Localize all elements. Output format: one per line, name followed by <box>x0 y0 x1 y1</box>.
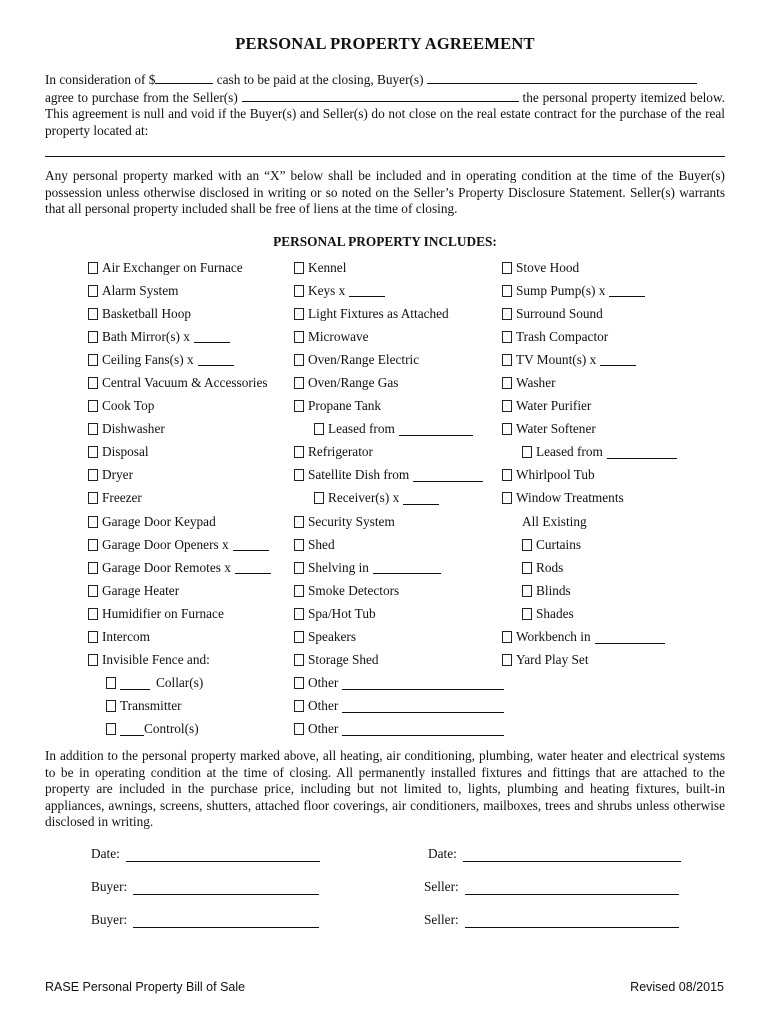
item-label: Garage Heater <box>102 582 180 598</box>
list-item <box>88 348 298 371</box>
text-field[interactable] <box>413 469 483 482</box>
list-item <box>294 302 504 325</box>
item-label: Water Purifier <box>516 398 592 414</box>
list-item <box>502 464 722 487</box>
buyer-label: Buyer: <box>91 912 128 927</box>
list-item <box>294 464 504 487</box>
checkbox[interactable] <box>314 423 324 435</box>
checkbox[interactable] <box>502 354 512 366</box>
item-label: Refrigerator <box>308 444 373 460</box>
seller-date-field[interactable] <box>463 849 681 862</box>
footer-form-name: RASE Personal Property Bill of Sale <box>45 980 246 994</box>
checkbox[interactable] <box>88 400 98 412</box>
footer-revision: Revised 08/2015 <box>630 980 724 994</box>
item-label: Cook Top <box>102 398 155 414</box>
item-label: Air Exchanger on Furnace <box>102 259 243 275</box>
seller-signature-field[interactable] <box>465 915 679 928</box>
list-item <box>502 579 722 602</box>
intro-text-2: cash to be paid at the closing, Buyer(s) <box>216 72 424 87</box>
checkbox[interactable] <box>294 608 304 620</box>
list-item <box>294 556 504 579</box>
checkbox[interactable] <box>294 285 304 297</box>
list-item <box>294 672 504 695</box>
checkbox[interactable] <box>294 377 304 389</box>
item-label: Storage Shed <box>308 652 379 668</box>
item-label: Other <box>308 675 339 691</box>
item-label: Garage Door Keypad <box>102 513 216 529</box>
checkbox[interactable] <box>502 631 512 643</box>
checkbox[interactable] <box>294 331 304 343</box>
item-label: Shades <box>536 605 574 621</box>
buyer-signature-field[interactable] <box>133 915 319 928</box>
date-label: Date: <box>91 846 120 861</box>
property-column-3 <box>502 256 722 672</box>
item-label: All Existing <box>522 513 587 529</box>
checkbox[interactable] <box>88 446 98 458</box>
item-label: Disposal <box>102 444 149 460</box>
checkbox[interactable] <box>294 677 304 689</box>
checkbox[interactable] <box>88 608 98 620</box>
item-label: Shelving in <box>308 559 369 575</box>
list-item <box>294 579 504 602</box>
seller-label: Seller: <box>424 912 459 927</box>
list-item <box>502 418 722 441</box>
date-label: Date: <box>428 846 457 861</box>
item-label: Speakers <box>308 629 356 645</box>
item-label: Curtains <box>536 536 582 552</box>
list-item <box>88 464 298 487</box>
item-label: Trash Compactor <box>516 328 609 344</box>
checkbox[interactable] <box>294 539 304 551</box>
list-item <box>502 325 722 348</box>
list-item <box>88 556 298 579</box>
buyer-signature-field[interactable] <box>133 882 319 895</box>
list-item <box>502 602 722 625</box>
item-label: Surround Sound <box>516 305 603 321</box>
item-label: Control(s) <box>144 721 199 737</box>
item-label: Collar(s) <box>156 675 204 691</box>
includes-heading: PERSONAL PROPERTY INCLUDES: <box>273 234 497 249</box>
item-label: Security System <box>308 513 395 529</box>
checkbox[interactable] <box>88 469 98 481</box>
item-label: Microwave <box>308 328 369 344</box>
checkbox[interactable] <box>88 539 98 551</box>
checkbox[interactable] <box>294 354 304 366</box>
checkbox[interactable] <box>88 262 98 274</box>
item-label: Leased from <box>536 444 603 460</box>
intro-text-1: In consideration of $ <box>45 72 156 87</box>
checkbox[interactable] <box>88 562 98 574</box>
quantity-field[interactable] <box>198 353 234 366</box>
list-item <box>294 718 504 741</box>
list-item <box>502 533 722 556</box>
checkbox[interactable] <box>294 308 304 320</box>
list-item <box>88 395 298 418</box>
list-item <box>294 441 504 464</box>
item-label: Intercom <box>102 629 150 645</box>
property-column-2 <box>294 256 504 741</box>
text-field[interactable] <box>373 561 441 574</box>
price-field[interactable] <box>155 71 213 84</box>
text-field[interactable] <box>595 631 665 644</box>
checkbox[interactable] <box>88 516 98 528</box>
list-item <box>88 325 298 348</box>
checkbox[interactable] <box>294 723 304 735</box>
seller-signature-row-2 <box>424 912 679 928</box>
quantity-field[interactable] <box>120 677 150 690</box>
buyer-signature-row-1 <box>91 879 319 895</box>
item-label: Water Softener <box>516 421 596 437</box>
quantity-field[interactable] <box>194 330 230 343</box>
checkbox[interactable] <box>88 585 98 597</box>
checkbox[interactable] <box>502 285 512 297</box>
seller-date-row <box>428 846 681 862</box>
intro-paragraph <box>45 71 725 139</box>
buyer-label: Buyer: <box>91 879 128 894</box>
item-label: Central Vacuum & Accessories <box>102 375 268 391</box>
seller-name-field[interactable] <box>242 89 519 102</box>
item-label: Stove Hood <box>516 259 580 275</box>
page-title: PERSONAL PROPERTY AGREEMENT <box>235 34 535 53</box>
checkbox[interactable] <box>502 469 512 481</box>
item-label: Other <box>308 721 339 737</box>
item-label: Whirlpool Tub <box>516 467 595 483</box>
list-item <box>502 556 722 579</box>
intro-text-3: agree to purchase from the Seller(s) <box>45 89 238 105</box>
list-item <box>502 395 722 418</box>
list-item <box>502 348 722 371</box>
item-label: Bath Mirror(s) x <box>102 328 190 344</box>
item-label: Receiver(s) x <box>328 490 400 506</box>
checkbox[interactable] <box>294 446 304 458</box>
intro-text-4: the personal property itemized below. This agreement is null and void if the Buyer(s) and Seller(s) do not close on the real estate contract for the purchase of the real property located at: <box>45 89 726 138</box>
item-label: Satellite Dish from <box>308 467 410 483</box>
item-label: Smoke Detectors <box>308 582 400 598</box>
item-label: Basketball Hoop <box>102 305 192 321</box>
list-item <box>294 487 504 510</box>
checkbox[interactable] <box>314 492 324 504</box>
checkbox[interactable] <box>294 262 304 274</box>
list-item <box>502 279 722 302</box>
checkbox[interactable] <box>522 539 532 551</box>
checkbox[interactable] <box>522 446 532 458</box>
quantity-field[interactable] <box>235 561 271 574</box>
checkbox[interactable] <box>294 516 304 528</box>
item-label: Shed <box>308 536 335 552</box>
item-label: Ceiling Fans(s) x <box>102 351 194 367</box>
list-item <box>294 626 504 649</box>
list-item <box>294 695 504 718</box>
list-item <box>88 533 298 556</box>
list-item <box>294 649 504 672</box>
other-field[interactable] <box>342 723 504 736</box>
item-label: Alarm System <box>102 282 179 298</box>
item-label: Freezer <box>102 490 142 506</box>
checkbox[interactable] <box>88 654 98 666</box>
item-label: Oven/Range Electric <box>308 351 420 367</box>
item-label: Leased from <box>328 421 395 437</box>
item-label: Transmitter <box>120 698 182 714</box>
checkbox[interactable] <box>88 492 98 504</box>
checkbox[interactable] <box>522 562 532 574</box>
checkbox[interactable] <box>294 400 304 412</box>
list-item <box>88 672 298 695</box>
checkbox[interactable] <box>502 308 512 320</box>
list-item <box>88 418 298 441</box>
checkbox[interactable] <box>502 654 512 666</box>
list-item <box>502 371 722 394</box>
list-item <box>502 441 722 464</box>
quantity-field[interactable] <box>609 284 645 297</box>
other-field[interactable] <box>342 677 504 690</box>
quantity-field[interactable] <box>233 538 269 551</box>
checkbox[interactable] <box>106 677 116 689</box>
checkbox[interactable] <box>88 354 98 366</box>
checkbox[interactable] <box>294 654 304 666</box>
checkbox[interactable] <box>106 723 116 735</box>
list-item <box>294 256 504 279</box>
buyer-date-field[interactable] <box>126 849 320 862</box>
quantity-field[interactable] <box>120 723 144 736</box>
list-item <box>502 649 722 672</box>
buyer-name-field[interactable] <box>427 71 697 84</box>
list-item <box>88 649 298 672</box>
item-label: Kennel <box>308 259 347 275</box>
checkbox[interactable] <box>502 400 512 412</box>
seller-signature-row-1 <box>424 879 679 895</box>
list-item <box>88 256 298 279</box>
property-column-1 <box>88 256 298 741</box>
item-label: Window Treatments <box>516 490 624 506</box>
checkbox[interactable] <box>294 562 304 574</box>
list-item <box>294 348 504 371</box>
item-label: Dryer <box>102 467 134 483</box>
item-label: Oven/Range Gas <box>308 375 399 391</box>
buyer-date-row <box>91 846 320 862</box>
checkbox[interactable] <box>502 492 512 504</box>
list-item <box>294 325 504 348</box>
conditions-paragraph: Any personal property marked with an “X” below shall be included and in operating condition at the time of the Buyer(s) possession unless otherwise disclosed in writing or so noted on the Seller’s Property Disclosure Statement. Seller(s) warrants that all personal property included shall be free of liens at the time of closing. <box>45 168 725 216</box>
item-label: TV Mount(s) x <box>516 351 597 367</box>
checkbox[interactable] <box>88 285 98 297</box>
quantity-field[interactable] <box>600 353 636 366</box>
list-item <box>88 371 298 394</box>
checkbox[interactable] <box>294 700 304 712</box>
list-item <box>88 718 298 741</box>
item-label: Dishwasher <box>102 421 165 437</box>
checkbox[interactable] <box>88 377 98 389</box>
list-item <box>294 279 504 302</box>
list-item <box>88 602 298 625</box>
checkbox[interactable] <box>294 469 304 481</box>
text-field[interactable] <box>607 446 677 459</box>
property-address-field[interactable] <box>45 156 725 157</box>
checkbox[interactable] <box>106 700 116 712</box>
item-label: Washer <box>516 375 556 391</box>
checkbox[interactable] <box>88 331 98 343</box>
item-label: Keys x <box>308 282 346 298</box>
item-label: Sump Pump(s) x <box>516 282 606 298</box>
other-field[interactable] <box>342 700 504 713</box>
checkbox[interactable] <box>502 262 512 274</box>
item-label: Light Fixtures as Attached <box>308 305 449 321</box>
item-label: Workbench in <box>516 629 591 645</box>
item-label: Rods <box>536 559 564 575</box>
list-item <box>502 626 722 649</box>
list-item <box>294 602 504 625</box>
item-label: Invisible Fence and: <box>102 652 210 668</box>
item-label: Yard Play Set <box>516 652 589 668</box>
list-item <box>502 510 722 533</box>
list-item <box>294 395 504 418</box>
checkbox[interactable] <box>88 631 98 643</box>
item-label: Spa/Hot Tub <box>308 605 376 621</box>
list-item <box>294 533 504 556</box>
list-item <box>88 302 298 325</box>
checkbox[interactable] <box>522 585 532 597</box>
item-label: Humidifier on Furnace <box>102 605 224 621</box>
item-label: Propane Tank <box>308 398 382 414</box>
list-item <box>294 510 504 533</box>
checkbox[interactable] <box>502 331 512 343</box>
list-item <box>502 487 722 510</box>
seller-signature-field[interactable] <box>465 882 679 895</box>
buyer-signature-row-2 <box>91 912 319 928</box>
quantity-field[interactable] <box>349 284 385 297</box>
checkbox[interactable] <box>88 423 98 435</box>
checkbox[interactable] <box>522 608 532 620</box>
list-item <box>294 418 504 441</box>
list-item <box>88 441 298 464</box>
list-item <box>88 695 298 718</box>
checkbox[interactable] <box>294 631 304 643</box>
list-item <box>88 579 298 602</box>
checkbox[interactable] <box>88 308 98 320</box>
list-item <box>294 371 504 394</box>
checkbox[interactable] <box>502 423 512 435</box>
list-item <box>88 279 298 302</box>
addition-paragraph: In addition to the personal property marked above, all heating, air conditioning, plumbing, water heater and electrical systems to be in operating condition at the time of closing. All permanently installed fixtures and fittings that are attached to the property are included in the purchase price, including but not limited to, lights, plumbing and heating fixtures, built-in appliances, awnings, screens, shutters, attached floor coverings, air conditioners, mailboxes, trees and shrubs unless otherwise disclosed in writing. <box>45 748 725 829</box>
item-label: Garage Door Openers x <box>102 536 229 552</box>
item-label: Garage Door Remotes x <box>102 559 231 575</box>
list-item <box>88 510 298 533</box>
text-field[interactable] <box>399 423 473 436</box>
item-label: Other <box>308 698 339 714</box>
item-label: Blinds <box>536 582 571 598</box>
list-item <box>88 487 298 510</box>
list-item <box>502 302 722 325</box>
checkbox[interactable] <box>502 377 512 389</box>
list-item <box>502 256 722 279</box>
quantity-field[interactable] <box>403 492 439 505</box>
checkbox[interactable] <box>294 585 304 597</box>
seller-label: Seller: <box>424 879 459 894</box>
list-item <box>88 626 298 649</box>
